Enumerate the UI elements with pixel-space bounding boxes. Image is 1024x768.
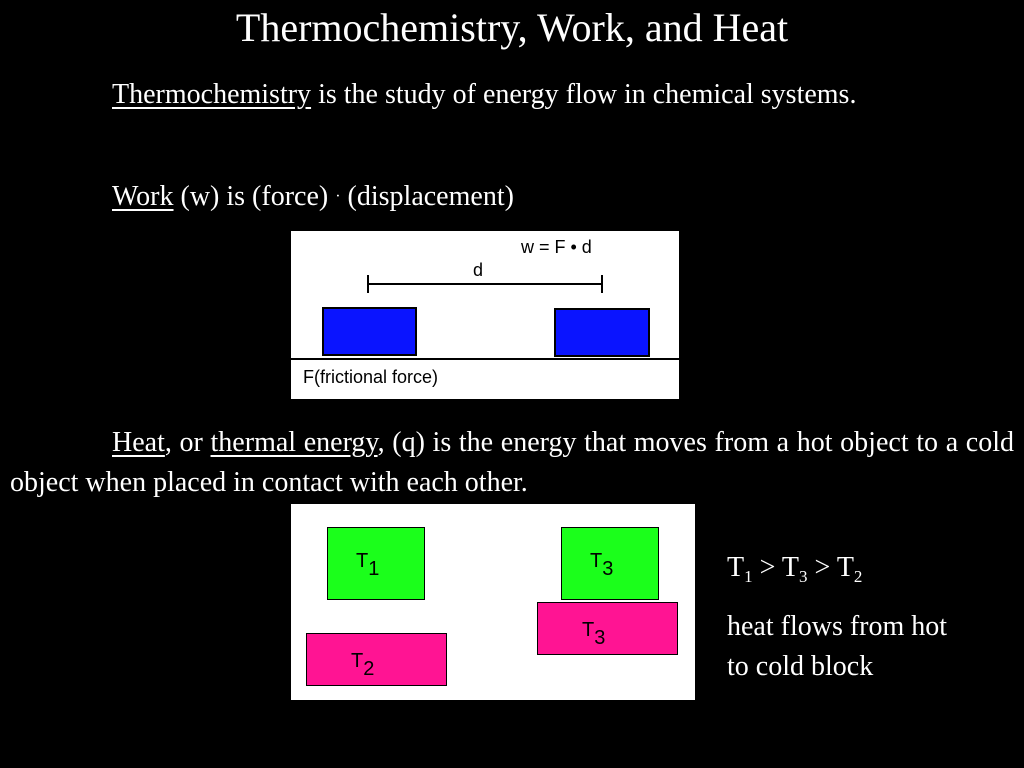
- block-t3-contact: [537, 602, 678, 655]
- t2-label: $T_2$: [351, 650, 375, 680]
- work-diagram: [291, 231, 679, 399]
- heat-flow-note: [727, 607, 947, 687]
- heat-definition-text-a: , or: [164, 427, 211, 458]
- heat-definition-text-b: , (q) is the energy that moves from a hot object to a cold object when placed in contact with each other.: [10, 427, 1015, 498]
- distance-label: d: [473, 260, 484, 280]
- work-term: Work: [112, 181, 174, 212]
- heat-term: Heat: [112, 427, 165, 458]
- distance-bar-left-tick: [367, 275, 369, 293]
- friction-label: F(frictional force): [303, 367, 439, 387]
- distance-bar: [367, 283, 601, 285]
- block-start: [322, 307, 417, 356]
- block-t1: [327, 527, 425, 600]
- thermochemistry-term: Thermochemistry: [112, 79, 312, 110]
- block-t2: [306, 633, 447, 686]
- thermochemistry-definition-text: is the study of energy flow in chemical systems.: [311, 79, 857, 110]
- slide-title: Thermochemistry, Work, and Heat: [235, 5, 789, 50]
- work-formula: w = F • d: [521, 237, 592, 257]
- t3-label-separate: $T_3$: [590, 550, 614, 580]
- block-end: [554, 308, 650, 357]
- temperature-relation: $T_1 > T_3 > T_2$: [727, 552, 863, 586]
- t1-label: $T_1$: [356, 550, 380, 580]
- distance-bar-right-tick: [601, 275, 603, 293]
- heat-definition: [10, 423, 1014, 503]
- heat-flow-note-line1: heat flows from hot: [727, 611, 948, 642]
- thermal-energy-term: thermal energy: [210, 427, 378, 458]
- work-definition: [10, 177, 1014, 217]
- heat-flow-note-line2: to cold block: [727, 651, 874, 682]
- work-definition-text-b: (displacement): [340, 181, 514, 212]
- t3-label-contact: $T_3$: [582, 619, 606, 649]
- work-definition-text-a: (w) is (force): [173, 181, 336, 212]
- ground-line: [291, 358, 679, 360]
- dot-operator: ·: [335, 188, 341, 205]
- heat-diagram: [291, 504, 695, 700]
- block-t3-separate: [561, 527, 659, 600]
- thermochemistry-definition: [10, 75, 1014, 115]
